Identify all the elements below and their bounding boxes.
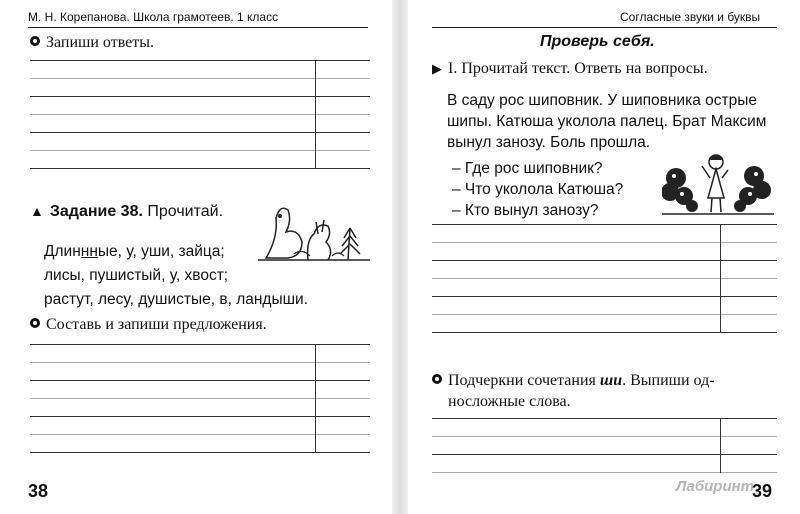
right-task-1 [432, 60, 708, 78]
question-list [452, 158, 623, 221]
left-task-1-text: Запиши ответы. [46, 34, 154, 51]
right-task-2 [432, 370, 715, 412]
left-head-rule [28, 27, 368, 28]
triangle-a-icon: ▲ [30, 203, 44, 219]
task-2-text-b: . Выпиши од- [622, 372, 715, 389]
right-running-head: Согласные звуки и буквы [620, 10, 761, 24]
watermark: Лабиринт [676, 478, 755, 495]
right-writing-lines-1 [432, 224, 777, 344]
right-page-number: 39 [752, 481, 773, 501]
section-title: Проверь себя. [540, 33, 655, 50]
left-word-lines [44, 240, 308, 312]
reading-paragraph: В саду рос шиповник. У шиповника острые шипы. Катюша уколола палец. Брат Максим вынул занозу. Боль прошла. [447, 92, 767, 151]
left-running-head: М. Н. Корепанова. Школа грамотеев. 1 класс [28, 10, 279, 24]
book-gutter [392, 0, 408, 514]
right-head-rule [432, 27, 777, 28]
left-writing-lines-2 [30, 344, 370, 464]
arrow-triangle-icon: ▶ [432, 61, 442, 76]
task-2-text-a: Подчеркни сочетания [448, 372, 596, 389]
girl-rosebush-illustration-icon [662, 148, 774, 218]
question-1: – Где рос шиповник? [452, 160, 603, 177]
left-task-3-text: Составь и запиши предложения. [46, 316, 267, 333]
word-line-2: лисы, пушистый, у, хвост; [44, 267, 229, 284]
underlined-nn: нн [80, 243, 98, 260]
left-task-2 [30, 203, 223, 221]
left-task-1 [30, 34, 154, 52]
word-line-1: Длиннные, у, уши, зайца; [44, 243, 225, 260]
circle-bullet-icon [432, 374, 442, 384]
letter-combination: ши [599, 372, 623, 389]
task-2-text-c: носложные слова. [448, 393, 571, 410]
left-page-number: 38 [28, 481, 49, 501]
question-3: – Кто вынул занозу? [452, 202, 599, 219]
question-2: – Что уколола Катюша? [452, 181, 624, 198]
circle-bullet-icon [30, 36, 40, 46]
task-2-instruction: Прочитай. [147, 203, 224, 220]
task-number: Задание 38. [49, 203, 143, 220]
right-task-1-text: I. Прочитай текст. Ответь на вопросы. [448, 60, 708, 77]
left-task-3 [30, 316, 267, 334]
left-writing-lines-1 [30, 60, 370, 180]
word-line-3: растут, лесу, душистые, в, ландыши. [44, 291, 308, 308]
circle-bullet-icon [30, 318, 40, 328]
